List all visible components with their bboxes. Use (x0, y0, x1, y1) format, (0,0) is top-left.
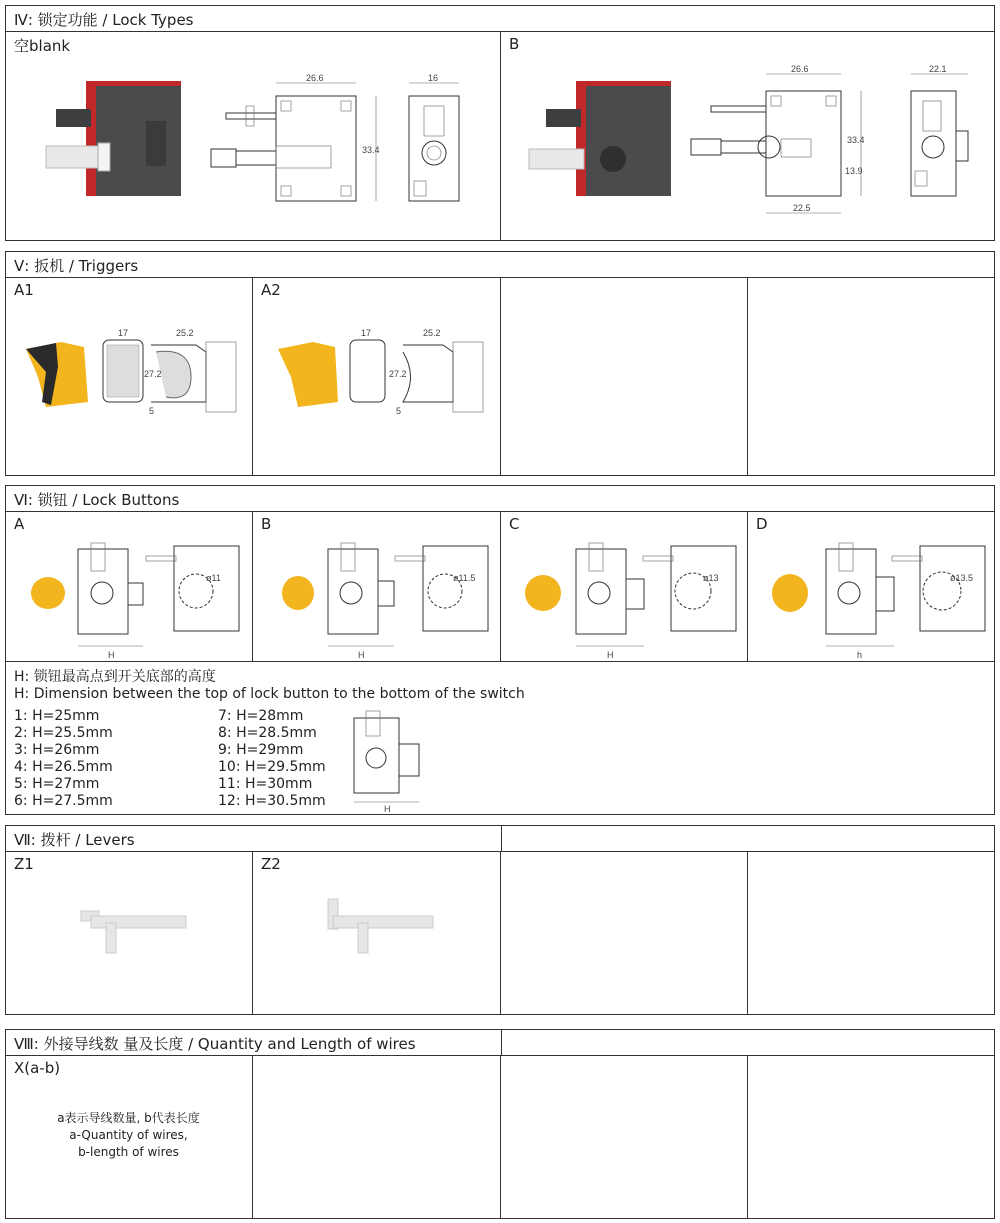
cell-label: Z2 (261, 855, 281, 873)
height-item: 11: H=30mm (218, 776, 313, 792)
lock-button-a (6, 511, 253, 661)
height-item: 12: H=30.5mm (218, 793, 326, 809)
svg-text:ø11: ø11 (206, 573, 221, 583)
section-lock-types (5, 5, 995, 241)
divider (501, 1030, 502, 1055)
switch-photo (46, 81, 181, 196)
height-diagram (346, 706, 436, 816)
section-header (6, 486, 994, 512)
svg-text:ø11.5: ø11.5 (453, 573, 476, 583)
section-title: Ⅵ: 锁钮 / Lock Buttons (14, 491, 180, 509)
svg-text:22.5: 22.5 (793, 203, 811, 213)
height-item: 10: H=29.5mm (218, 759, 326, 775)
wires-empty (748, 1055, 994, 1218)
lever-empty (748, 851, 994, 1014)
wires-empty (253, 1055, 501, 1218)
trigger-drawing (6, 277, 253, 475)
cell-label: C (509, 515, 520, 533)
lever-empty (501, 851, 748, 1014)
height-item: 3: H=26mm (14, 742, 100, 758)
lock-type-b (501, 31, 995, 240)
section-levers (5, 825, 995, 1015)
svg-text:17: 17 (118, 328, 129, 338)
switch-drawing (501, 31, 995, 240)
section-title: Ⅴ: 扳机 / Triggers (14, 257, 139, 275)
height-item: 8: H=28.5mm (218, 725, 317, 741)
section-triggers (5, 251, 995, 476)
height-list-left (14, 708, 113, 810)
lock-button-drawing (748, 511, 994, 661)
svg-text:27.2: 27.2 (389, 369, 407, 379)
svg-text:ø13.5: ø13.5 (950, 573, 974, 583)
svg-text:17: 17 (361, 328, 372, 338)
height-note-en: H: Dimension between the top of lock button to the bottom of the switch (14, 686, 525, 702)
cell-label: 空blank (14, 37, 71, 55)
trigger-a1 (6, 277, 253, 475)
section-header (6, 826, 500, 852)
section-title: Ⅷ: 外接导线数 量及长度 / Quantity and Length of wires (14, 1035, 416, 1053)
svg-text:22.1: 22.1 (929, 64, 947, 74)
height-item: 2: H=25.5mm (14, 725, 113, 741)
switch-drawing (6, 31, 501, 240)
trigger-empty (748, 277, 994, 475)
section-header (6, 252, 994, 278)
lock-button-row (6, 511, 994, 662)
cell-label: A (14, 515, 25, 533)
cell-label: B (509, 35, 520, 53)
section-wires (5, 1029, 995, 1219)
height-item: 7: H=28mm (218, 708, 304, 724)
front-drawing (211, 73, 380, 201)
svg-text:16: 16 (428, 73, 439, 83)
wires-cell (6, 1055, 253, 1218)
section-header (6, 6, 994, 32)
wires-description (6, 1110, 251, 1161)
section-title: Ⅶ: 拨杆 / Levers (14, 831, 135, 849)
side-drawing (409, 73, 459, 201)
svg-text:h: h (857, 650, 863, 660)
svg-text:33.4: 33.4 (847, 135, 865, 145)
lever-image (6, 851, 253, 1014)
lock-button-c (501, 511, 748, 661)
svg-text:ø13: ø13 (703, 573, 719, 583)
svg-text:13.9: 13.9 (845, 166, 863, 176)
lock-button-drawing (6, 511, 253, 661)
height-note-cn: H: 锁钮最高点到开关底部的高度 (14, 669, 216, 685)
divider (501, 826, 502, 851)
svg-text:H: H (607, 650, 614, 660)
switch-photo (529, 81, 671, 196)
wires-desc-line: b-length of wires (78, 1145, 179, 1159)
svg-text:25.2: 25.2 (423, 328, 441, 338)
svg-text:26.6: 26.6 (791, 64, 809, 74)
wires-desc-line: a表示导线数量, b代表长度 (57, 1111, 200, 1125)
height-item: 1: H=25mm (14, 708, 100, 724)
cell-label: A2 (261, 281, 281, 299)
height-item: 6: H=27.5mm (14, 793, 113, 809)
cell-label: X(a-b) (14, 1059, 61, 1077)
cell-label: D (756, 515, 768, 533)
lever-z1 (6, 851, 253, 1014)
lock-button-b (253, 511, 501, 661)
height-item: 5: H=27mm (14, 776, 100, 792)
height-item: 9: H=29mm (218, 742, 304, 758)
svg-text:H: H (358, 650, 365, 660)
section-lock-buttons (5, 485, 995, 815)
lock-type-blank (6, 31, 501, 240)
trigger-drawing (253, 277, 501, 475)
section-title: Ⅳ: 锁定功能 / Lock Types (14, 11, 194, 29)
trigger-a2 (253, 277, 501, 475)
front-drawing (691, 64, 865, 213)
cell-label: B (261, 515, 272, 533)
side-drawing (911, 64, 968, 196)
wires-desc-line: a-Quantity of wires, (69, 1128, 188, 1142)
cell-label: Z1 (14, 855, 34, 873)
trigger-empty (501, 277, 748, 475)
svg-text:25.2: 25.2 (176, 328, 194, 338)
svg-text:26.6: 26.6 (306, 73, 324, 83)
lock-button-drawing (501, 511, 748, 661)
section-header (6, 1030, 500, 1056)
height-list-right (218, 708, 326, 810)
lock-button-d (748, 511, 994, 661)
height-item: 4: H=26.5mm (14, 759, 113, 775)
svg-text:5: 5 (149, 406, 155, 416)
lever-image (253, 851, 501, 1014)
svg-text:33.4: 33.4 (362, 145, 380, 155)
cell-label: A1 (14, 281, 34, 299)
lever-z2 (253, 851, 501, 1014)
lock-button-drawing (253, 511, 501, 661)
svg-text:27.2: 27.2 (144, 369, 162, 379)
wires-empty (501, 1055, 748, 1218)
svg-text:5: 5 (396, 406, 402, 416)
svg-text:H: H (384, 804, 391, 814)
svg-text:H: H (108, 650, 115, 660)
